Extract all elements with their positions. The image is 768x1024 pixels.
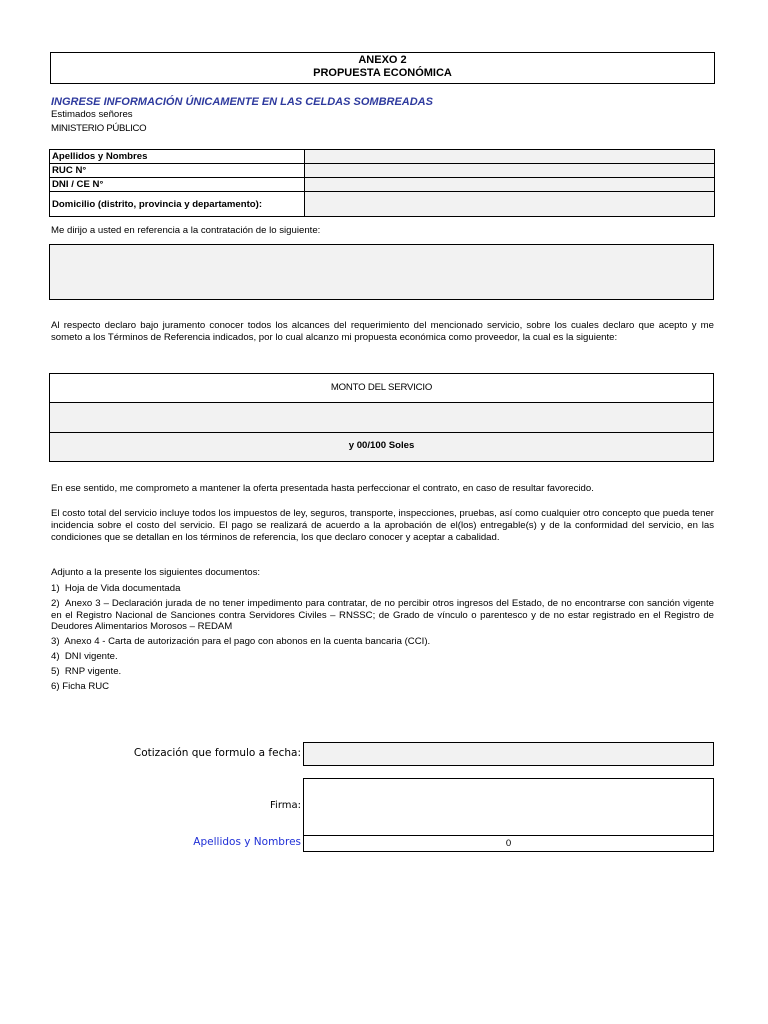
- applicant-name-field[interactable]: [305, 150, 715, 164]
- applicant-name-label: Apellidos y Nombres: [50, 150, 305, 164]
- greeting: Estimados señores: [51, 109, 133, 120]
- list-text: Hoja de Vida documentada: [64, 583, 181, 594]
- list-number: 6): [51, 681, 60, 692]
- ruc-field[interactable]: [305, 164, 715, 178]
- list-text: Anexo 4 - Carta de autorización para el pago con abonos en la cuenta bancaria (CCI).: [64, 636, 431, 647]
- list-item: [51, 681, 714, 693]
- document-title-box: [50, 52, 715, 84]
- amount-field[interactable]: [50, 403, 713, 433]
- declaration-paragraph: Al respecto declaro bajo juramento conocer todos los alcances del requerimiento del mencionado servicio, sobre los cuales declaro que acepto y me someto a los Términos de Referencia indicados, por lo cual alcanzo mi propuesta económica como proveedor, la cual es la siguiente:: [51, 320, 714, 343]
- list-item: [51, 583, 714, 595]
- list-item: [51, 651, 714, 663]
- attachments-intro: Adjunto a la presente los siguientes documentos:: [51, 567, 261, 578]
- list-text: RNP vigente.: [64, 666, 122, 677]
- quote-date-label: Cotización que formulo a fecha:: [133, 747, 301, 759]
- list-number: 2): [51, 598, 60, 609]
- signer-names-field[interactable]: 0: [303, 835, 714, 852]
- reference-field[interactable]: [49, 244, 714, 300]
- recipient: MINISTERIO PÚBLICO: [51, 123, 147, 134]
- list-number: 4): [51, 651, 60, 662]
- document-title: PROPUESTA ECONÓMICA: [313, 67, 452, 79]
- signature-field[interactable]: [303, 778, 714, 836]
- cost-paragraph: El costo total del servicio incluye todos los impuestos de ley, seguros, transporte, inspecciones, pruebas, así como cualquier otro concepto que pueda tener incidencia sobre el costo del servicio. El pago se realizará de acuerdo a la aprobación de el(los) entregable(s) y de la conformidad del servicio, en las condiciones que se detallan en los términos de referencia, los que declaro conocer y aceptar a cabalidad.: [51, 508, 714, 543]
- applicant-data-table: [49, 149, 715, 217]
- list-text: Ficha RUC: [62, 681, 110, 692]
- annex-number: ANEXO 2: [358, 54, 407, 66]
- address-label: Domicilio (distrito, provincia y departamento):: [50, 192, 305, 217]
- list-number: 5): [51, 666, 60, 677]
- list-number: 1): [51, 583, 60, 594]
- commitment-paragraph: En ese sentido, me comprometo a mantener la oferta presentada hasta perfeccionar el contrato, en caso de resultar favorecido.: [51, 483, 594, 494]
- ruc-label: RUC N°: [50, 164, 305, 178]
- list-text: DNI vigente.: [64, 651, 118, 662]
- reference-intro: Me dirijo a usted en referencia a la contratación de lo siguiente:: [51, 225, 321, 236]
- dni-field[interactable]: [305, 178, 715, 192]
- list-item: [51, 636, 714, 648]
- quote-date-field[interactable]: [303, 742, 714, 766]
- signature-label: Firma:: [270, 800, 301, 811]
- list-text: Anexo 3 – Declaración jurada de no tener impedimento para contratar, de no percibir otros ingresos del Estado, de no encontrarse con sanción vigente en el Registro Nacional de Sanciones contra Servidores Civiles – RNSSC; de Grado de vínculo o parentesco y de no estar registrado en el Registro de Deudores Alimentarios Morosos – REDAM: [51, 598, 714, 632]
- list-item: [51, 666, 714, 678]
- address-field[interactable]: [305, 192, 715, 217]
- signer-names-label: Apellidos y Nombres: [193, 836, 301, 848]
- shaded-cells-instruction: INGRESE INFORMACIÓN ÚNICAMENTE EN LAS CELDAS SOMBREADAS: [51, 96, 433, 108]
- list-item: [51, 598, 714, 633]
- list-number: 3): [51, 636, 60, 647]
- amount-heading: MONTO DEL SERVICIO: [50, 374, 713, 403]
- amount-block: [49, 373, 714, 462]
- amount-in-words: y 00/100 Soles: [50, 433, 713, 461]
- dni-label: DNI / CE N°: [50, 178, 305, 192]
